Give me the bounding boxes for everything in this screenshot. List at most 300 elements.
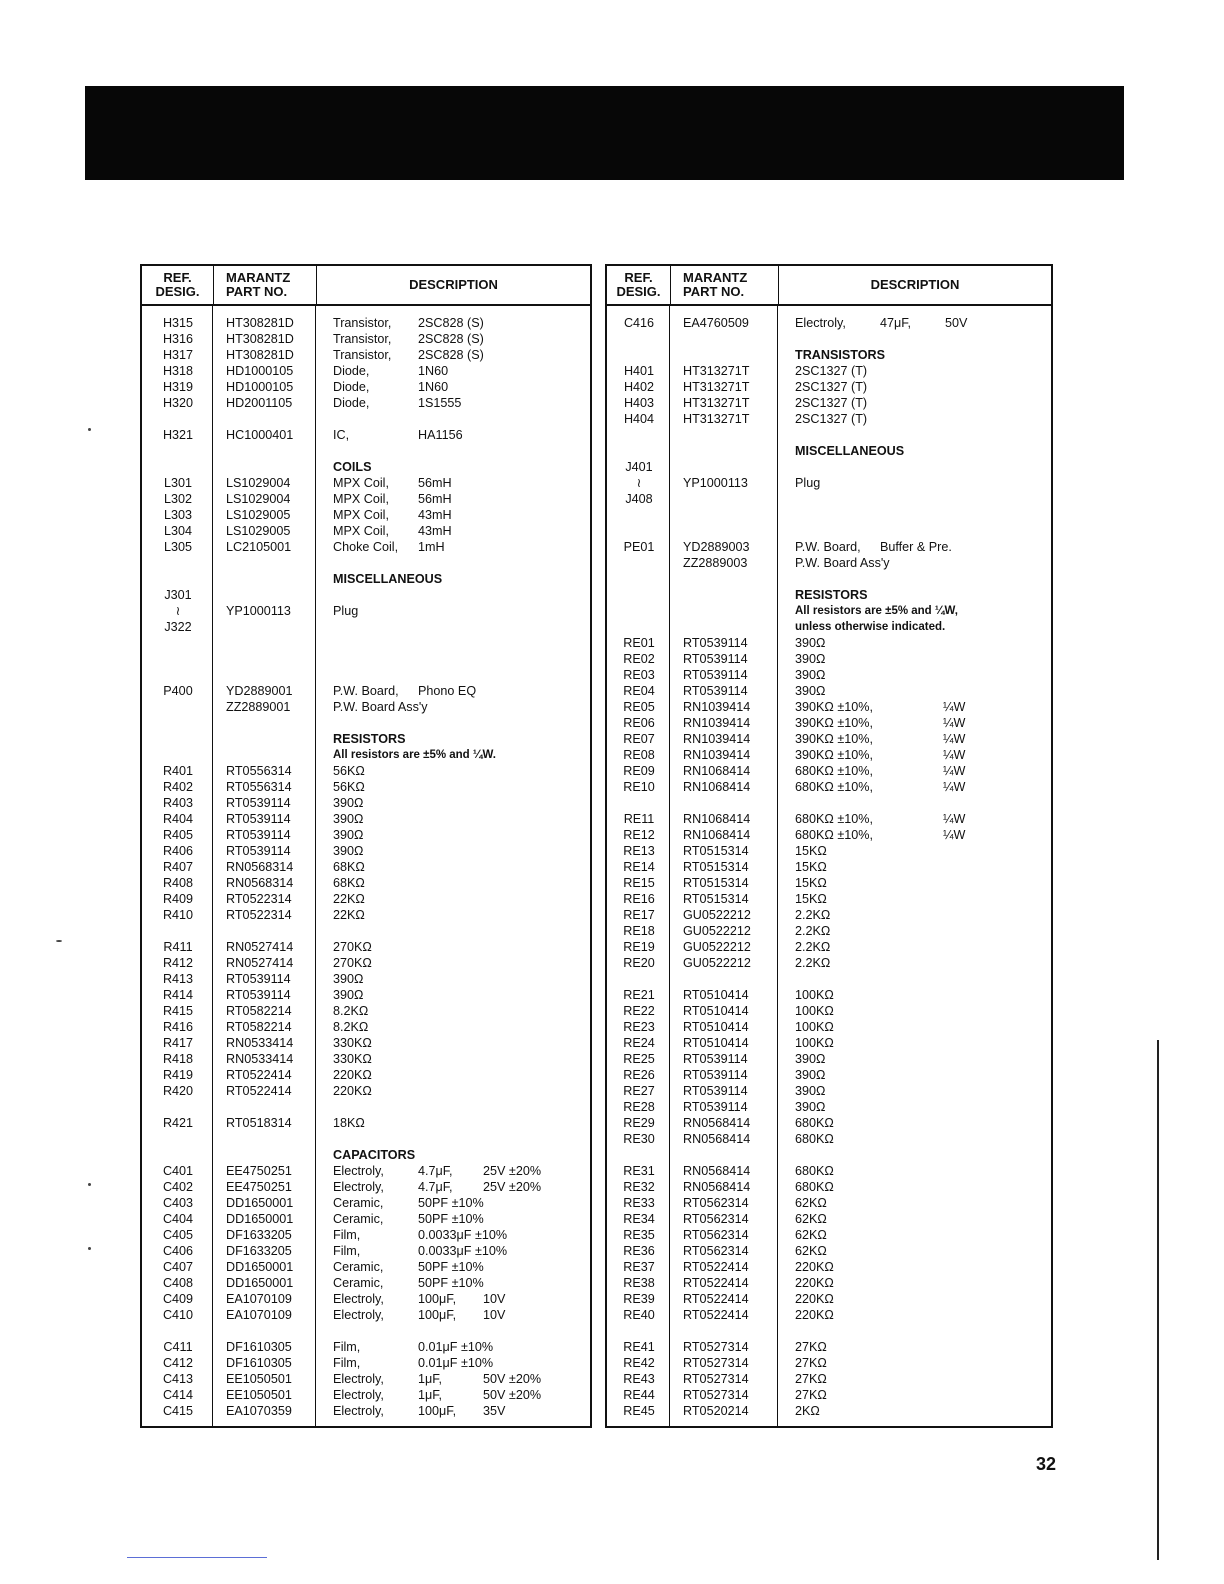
part-no-cell (214, 555, 317, 571)
table-row (142, 811, 590, 827)
description-type: Electroly, (333, 1292, 384, 1306)
part-no-cell (671, 443, 779, 459)
table-row (142, 683, 590, 699)
description-cell (779, 987, 834, 1003)
description-cell (317, 1243, 507, 1259)
description-type: Ceramic, (333, 1196, 384, 1210)
description-value: 1μF, (418, 1372, 443, 1386)
table-row (142, 1067, 590, 1083)
table-body (607, 306, 1051, 1419)
ref-desig-cell: H319 (162, 380, 194, 394)
section-heading: COILS (333, 460, 372, 474)
parts-table-left (140, 264, 592, 1428)
description-value: 1mH (418, 540, 445, 554)
description-cell (317, 331, 484, 347)
description-cell (779, 587, 868, 603)
ref-desig-cell: RE30 (623, 1132, 655, 1146)
description-cell (317, 1355, 493, 1371)
ref-desig-cell (607, 507, 671, 523)
ref-desig-cell: RE44 (623, 1388, 655, 1402)
description-type: Plug (795, 476, 821, 490)
part-no-cell (214, 1131, 317, 1147)
description-value: 47μF, (880, 316, 912, 330)
part-no-cell (671, 795, 779, 811)
table-row (142, 1131, 590, 1147)
table-row (142, 1083, 590, 1099)
ref-desig-cell (607, 555, 671, 571)
description-type: 56KΩ (333, 764, 365, 778)
part-no-cell: RN0568314 (226, 876, 294, 890)
description-cell (317, 619, 333, 635)
part-header-line2: PART NO. (226, 284, 288, 299)
part-header-line1: MARANTZ (226, 270, 291, 285)
description-cell (317, 459, 371, 475)
description-type: 62KΩ (795, 1228, 827, 1242)
table-row (607, 987, 1051, 1003)
ref-desig-cell (142, 715, 214, 731)
description-cell (317, 507, 452, 523)
ref-desig-cell: R405 (162, 828, 194, 842)
description-cell (779, 683, 825, 699)
description-cell (779, 443, 904, 459)
table-row (142, 1003, 590, 1019)
description-type: MPX Coil, (333, 476, 389, 490)
table-row (607, 731, 1051, 747)
ref-desig-cell: H402 (623, 380, 655, 394)
description-type: 680KΩ (795, 1180, 834, 1194)
ref-desig-cell: RE32 (623, 1180, 655, 1194)
part-no-cell: RN1068414 (683, 764, 751, 778)
description-cell (779, 1355, 827, 1371)
ref-desig-cell: RE40 (623, 1308, 655, 1322)
description-type: P.W. Board Ass'y (795, 556, 890, 570)
page-number: 32 (1036, 1454, 1057, 1474)
table-row (142, 1323, 590, 1339)
description-value: 50PF ±10% (418, 1260, 484, 1274)
part-no-cell: RT0515314 (683, 844, 749, 858)
table-row (142, 475, 590, 491)
description-cell (779, 699, 965, 715)
description-type: Film, (333, 1340, 361, 1354)
description-type: 390Ω (333, 844, 364, 858)
table-row (607, 715, 1051, 731)
ref-desig-cell: RE11 (623, 812, 655, 826)
description-type: 270KΩ (333, 956, 372, 970)
description-type: 390Ω (333, 988, 364, 1002)
description-cell (317, 363, 448, 379)
table-row (607, 1035, 1051, 1051)
description-cell (317, 923, 333, 939)
part-no-cell: RT0518314 (226, 1116, 292, 1130)
ref-desig-cell: J401 (625, 460, 653, 474)
table-row (607, 1387, 1051, 1403)
ref-desig-cell: RE42 (623, 1356, 655, 1370)
ref-desig-cell: R410 (162, 908, 194, 922)
description-cell (317, 699, 428, 715)
ref-desig-cell: RE06 (623, 716, 655, 730)
ref-desig-cell (607, 331, 671, 347)
description-cell (779, 715, 965, 731)
description-cell (317, 1099, 333, 1115)
part-no-cell (214, 459, 317, 475)
part-no-cell: EE1050501 (226, 1388, 292, 1402)
description-type: P.W. Board, (333, 684, 399, 698)
description-cell (779, 427, 795, 443)
description-cell (779, 619, 945, 635)
description-cell (317, 427, 463, 443)
part-no-cell (671, 347, 779, 363)
table-row (142, 363, 590, 379)
part-no-cell: RT0522414 (683, 1308, 749, 1322)
description-type: 680KΩ (795, 1164, 834, 1178)
part-no-cell: DF1633205 (226, 1228, 292, 1242)
description-cell (779, 315, 967, 331)
table-row (607, 619, 1051, 635)
description-type: 390Ω (795, 1052, 826, 1066)
ref-desig-cell: RE02 (623, 652, 655, 666)
part-no-cell: EA1070109 (226, 1308, 292, 1322)
ref-desig-cell: L305 (163, 540, 193, 554)
description-type: 68KΩ (333, 860, 365, 874)
description-type: 18KΩ (333, 1116, 365, 1130)
part-no-cell (671, 507, 779, 523)
table-row (607, 939, 1051, 955)
part-no-cell: RT0539114 (683, 636, 748, 650)
table-row (607, 699, 1051, 715)
ref-desig-cell: R412 (162, 956, 194, 970)
table-row (607, 1227, 1051, 1243)
description-cell (317, 939, 372, 955)
ref-desig-cell (142, 1147, 214, 1163)
table-row (142, 395, 590, 411)
description-type: Choke Coil, (333, 540, 399, 554)
part-no-cell: RN0533414 (226, 1052, 294, 1066)
part-no-cell: ZZ2889003 (683, 556, 748, 570)
table-row (142, 1195, 590, 1211)
description-type: 390Ω (795, 684, 826, 698)
table-row (607, 315, 1051, 331)
description-cell (779, 795, 795, 811)
table-row (142, 1275, 590, 1291)
table-row (607, 1291, 1051, 1307)
ref-desig-cell: H404 (623, 412, 655, 426)
part-no-cell: RT0582214 (226, 1004, 292, 1018)
description-cell (779, 491, 795, 507)
section-heading: MISCELLANEOUS (795, 444, 905, 458)
table-row (142, 1163, 590, 1179)
part-no-cell: RN0533414 (226, 1036, 294, 1050)
description-cell (317, 1163, 541, 1179)
description-cell (779, 1131, 834, 1147)
ref-desig-cell: R415 (162, 1004, 194, 1018)
ref-desig-cell: RE36 (623, 1244, 655, 1258)
description-type: Electroly, (333, 1372, 384, 1386)
description-cell (779, 827, 965, 843)
description-cell (779, 811, 965, 827)
table-row (607, 331, 1051, 347)
table-row (607, 459, 1051, 475)
part-no-cell: LS1029004 (226, 476, 291, 490)
table-row (607, 683, 1051, 699)
part-no-cell (671, 619, 779, 635)
part-no-cell: HC1000401 (226, 428, 294, 442)
part-no-cell: DF1610305 (226, 1340, 292, 1354)
part-no-cell: HT313271T (683, 412, 750, 426)
col-description-header: DESCRIPTION (870, 277, 960, 292)
table-row (607, 603, 1051, 619)
description-type: P.W. Board, (795, 540, 861, 554)
ref-desig-cell: PE01 (623, 540, 655, 554)
ref-desig-cell: R402 (162, 780, 194, 794)
table-row (607, 443, 1051, 459)
description-type: 8.2KΩ (333, 1004, 369, 1018)
part-no-cell: GU0522212 (683, 924, 751, 938)
ref-desig-cell: R421 (162, 1116, 194, 1130)
table-row (142, 827, 590, 843)
table-row (142, 635, 590, 651)
part-header-line2: PART NO. (683, 284, 745, 299)
description-type: Diode, (333, 380, 370, 394)
description-type: P.W. Board Ass'y (333, 700, 428, 714)
description-cell (779, 923, 830, 939)
ref-desig-cell: RE41 (623, 1340, 655, 1354)
part-no-cell (214, 443, 317, 459)
part-no-cell: HT313271T (683, 380, 750, 394)
description-type: 390KΩ ±10%, (795, 748, 873, 762)
description-cell (779, 1259, 834, 1275)
part-no-cell (214, 923, 317, 939)
description-cell (779, 411, 867, 427)
ref-header-line2: DESIG. (155, 284, 200, 299)
description-type: 390Ω (333, 812, 364, 826)
description-cell (317, 1035, 372, 1051)
table-row (142, 923, 590, 939)
description-type: 390Ω (795, 636, 826, 650)
description-cell (779, 1227, 827, 1243)
table-row (142, 1019, 590, 1035)
table-row (142, 1403, 590, 1419)
part-no-cell: RT0539114 (226, 796, 291, 810)
ref-desig-cell: RE22 (623, 1004, 655, 1018)
description-cell (317, 523, 452, 539)
part-no-cell (671, 491, 779, 507)
description-type: 100KΩ (795, 1036, 834, 1050)
table-row (607, 907, 1051, 923)
part-no-cell: HD2001105 (226, 396, 293, 410)
ref-desig-cell (607, 603, 671, 619)
description-type: Electroly, (333, 1308, 384, 1322)
description-type: MPX Coil, (333, 524, 389, 538)
description-type: 2.2KΩ (795, 956, 831, 970)
description-type: Film, (333, 1356, 361, 1370)
table-row (142, 347, 590, 363)
description-type: 330KΩ (333, 1052, 372, 1066)
table-row (607, 1275, 1051, 1291)
table-row (607, 475, 1051, 491)
description-type: 2SC1327 (T) (795, 380, 868, 394)
ref-desig-cell: RE12 (623, 828, 655, 842)
description-cell (779, 843, 827, 859)
part-no-cell: EA1070359 (226, 1404, 292, 1418)
description-cell (317, 1179, 541, 1195)
part-no-cell: RT0582214 (226, 1020, 292, 1034)
part-no-cell: LS1029005 (226, 508, 291, 522)
part-no-cell: DF1633205 (226, 1244, 292, 1258)
description-cell (779, 1147, 795, 1163)
part-no-cell: YP1000113 (683, 476, 748, 490)
scan-speck (88, 428, 91, 431)
table-row (142, 971, 590, 987)
part-no-cell (671, 603, 779, 619)
table-row (607, 891, 1051, 907)
description-cell (317, 731, 406, 747)
table-row (607, 507, 1051, 523)
table-row (607, 1243, 1051, 1259)
description-type: 390KΩ ±10%, (795, 700, 873, 714)
description-cell (317, 1003, 368, 1019)
part-no-cell: RT0522414 (683, 1276, 749, 1290)
table-row (607, 875, 1051, 891)
table-row (607, 1355, 1051, 1371)
description-type: MPX Coil, (333, 492, 389, 506)
description-cell (317, 1323, 333, 1339)
description-type: 100KΩ (795, 1020, 834, 1034)
part-no-cell: RN0568314 (226, 860, 294, 874)
description-cell (317, 747, 496, 763)
description-cell (779, 379, 867, 395)
ref-desig-cell: R414 (162, 988, 194, 1002)
part-no-cell (671, 331, 779, 347)
table-row (142, 763, 590, 779)
table-row (142, 1387, 590, 1403)
part-no-cell: RT0522414 (226, 1068, 292, 1082)
part-no-cell: RT0562314 (683, 1196, 749, 1210)
ref-desig-cell: RE21 (623, 988, 655, 1002)
description-cell (317, 1259, 484, 1275)
table-row (142, 603, 590, 619)
part-no-cell (671, 1323, 779, 1339)
ref-desig-cell: R408 (162, 876, 194, 890)
description-value: 1S1555 (418, 396, 462, 410)
table-row (607, 971, 1051, 987)
description-type: Diode, (333, 396, 370, 410)
description-value: Buffer & Pre. (880, 540, 952, 554)
ref-desig-cell (607, 971, 671, 987)
part-no-cell: RT0515314 (683, 860, 749, 874)
description-cell (317, 891, 365, 907)
description-cell (779, 507, 795, 523)
ref-desig-cell: RE45 (623, 1404, 655, 1418)
part-no-cell (214, 731, 317, 747)
description-type: 390Ω (795, 1068, 826, 1082)
part-no-cell: RT0539114 (226, 812, 291, 826)
table-row (142, 955, 590, 971)
ref-desig-cell (607, 587, 671, 603)
description-value: 4.7μF, (418, 1180, 453, 1194)
part-no-cell (214, 667, 317, 683)
table-row (142, 539, 590, 555)
description-type: 22KΩ (333, 908, 365, 922)
description-type: 2SC1327 (T) (795, 396, 868, 410)
part-no-cell (214, 651, 317, 667)
part-no-cell (214, 587, 317, 603)
part-no-cell: GU0522212 (683, 908, 751, 922)
description-cell (779, 1211, 827, 1227)
ref-desig-cell: R419 (162, 1068, 194, 1082)
description-type: 220KΩ (795, 1276, 834, 1290)
description-value: 2SC828 (S) (418, 348, 484, 362)
ref-desig-cell (142, 1323, 214, 1339)
description-rating: 10V (483, 1292, 506, 1306)
description-cell (779, 971, 795, 987)
part-no-cell (671, 427, 779, 443)
description-cell (317, 987, 363, 1003)
part-no-cell: EA1070109 (226, 1292, 292, 1306)
description-type: 220KΩ (795, 1292, 834, 1306)
description-cell (317, 347, 484, 363)
part-no-cell (214, 1147, 317, 1163)
table-row (142, 843, 590, 859)
description-rating: 35V (483, 1404, 506, 1418)
description-value: Phono EQ (418, 684, 477, 698)
table-row (142, 315, 590, 331)
part-no-cell: HT313271T (683, 396, 750, 410)
part-no-cell: RN1068414 (683, 812, 751, 826)
description-type: 390Ω (795, 652, 826, 666)
table-row (607, 1131, 1051, 1147)
description-cell (779, 1083, 825, 1099)
description-type: 680KΩ ±10%, (795, 780, 873, 794)
ref-desig-cell: RE31 (623, 1164, 655, 1178)
table-row (142, 571, 590, 587)
table-row (142, 747, 590, 763)
ref-desig-cell (142, 923, 214, 939)
parts-table-right (605, 264, 1053, 1428)
part-no-cell: RT0510414 (683, 1020, 749, 1034)
ref-desig-cell: ≀ (175, 604, 181, 618)
table-row (142, 651, 590, 667)
description-type: 56KΩ (333, 780, 365, 794)
section-heading: CAPACITORS (333, 1148, 416, 1162)
table-row (142, 939, 590, 955)
table-row (142, 523, 590, 539)
description-cell (317, 667, 333, 683)
part-no-cell: RT0510414 (683, 1036, 749, 1050)
ref-desig-cell (607, 427, 671, 443)
description-cell (317, 971, 363, 987)
table-row (607, 923, 1051, 939)
part-header-line1: MARANTZ (683, 270, 748, 285)
table-row (607, 555, 1051, 571)
description-value: 50PF ±10% (418, 1196, 484, 1210)
ref-desig-cell: RE38 (623, 1276, 655, 1290)
part-no-cell: RT0520214 (683, 1404, 749, 1418)
description-cell (317, 1371, 541, 1387)
table-row (142, 1307, 590, 1323)
description-value: 43mH (418, 524, 452, 538)
table-row (142, 731, 590, 747)
description-rating: 50V (945, 316, 968, 330)
part-no-cell: DD1650001 (226, 1212, 294, 1226)
description-cell (779, 1195, 827, 1211)
description-cell (317, 491, 452, 507)
description-type: 680KΩ ±10%, (795, 764, 873, 778)
description-type: 27KΩ (795, 1356, 827, 1370)
col-part-no-header (214, 266, 317, 304)
part-no-cell: RN0568414 (683, 1116, 751, 1130)
ref-desig-cell: H403 (623, 396, 655, 410)
table-header (607, 266, 1051, 306)
